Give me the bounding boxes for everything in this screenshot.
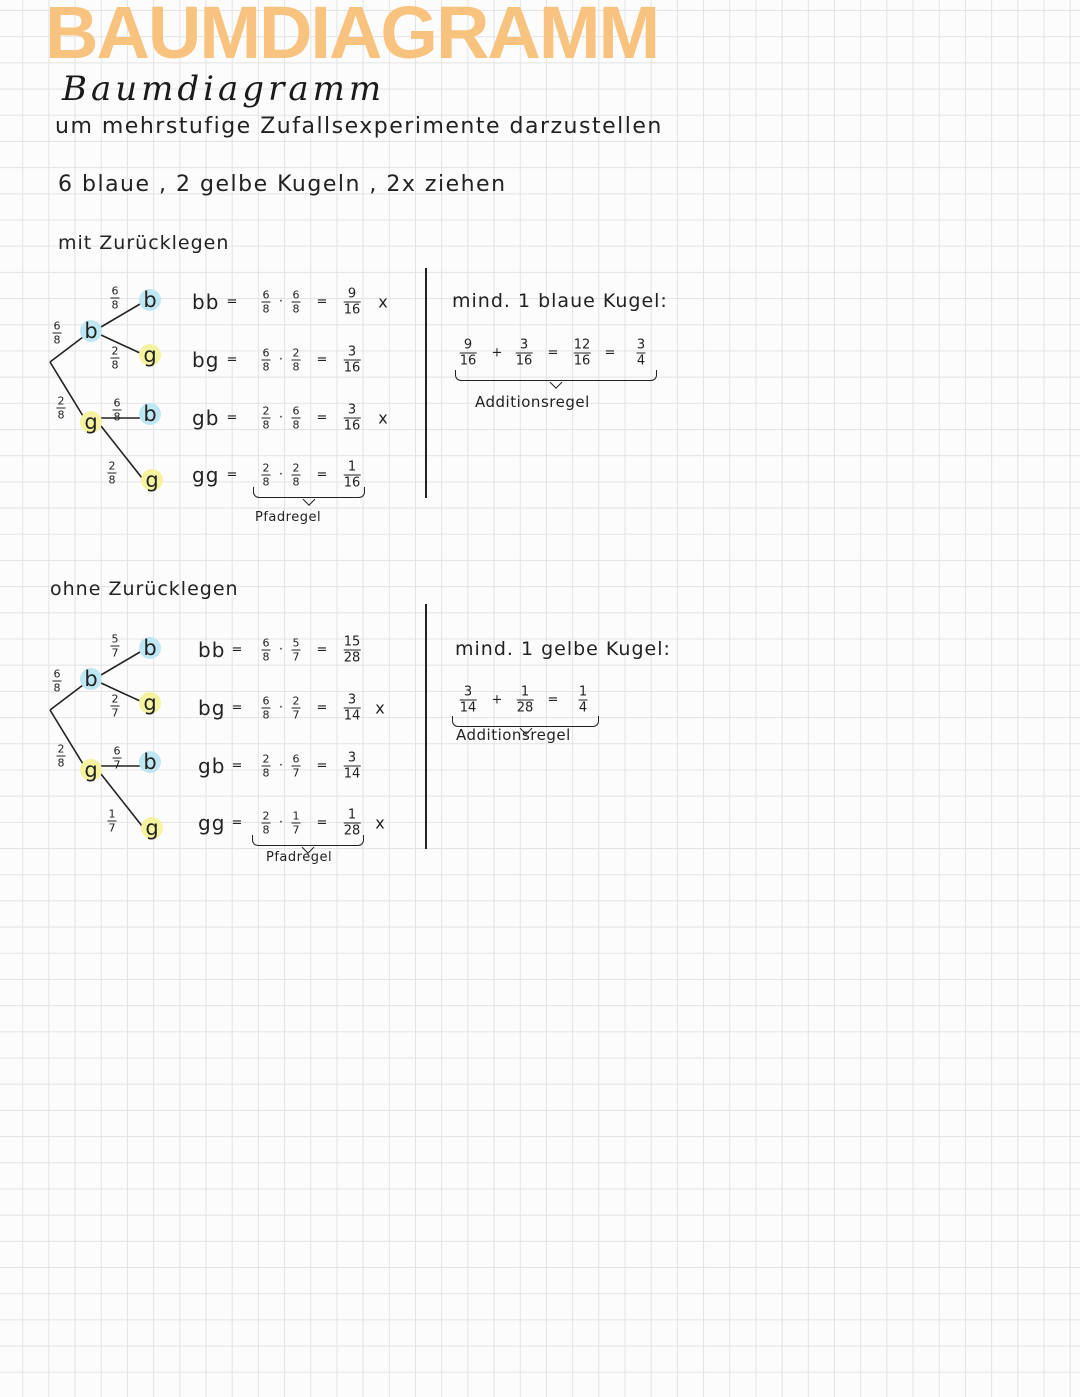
path-rule-label: Pfadregel — [255, 510, 322, 525]
mark-x: x — [378, 292, 388, 312]
fraction — [262, 696, 271, 721]
denominator: 8 — [108, 473, 116, 487]
numerator: 1 — [520, 684, 530, 700]
numerator: 6 — [292, 752, 300, 766]
tree-branch — [50, 710, 83, 764]
equals-sign: = — [316, 815, 328, 831]
fraction — [111, 286, 120, 311]
equals-sign: = — [316, 410, 328, 426]
fraction — [517, 686, 534, 715]
numerator: 6 — [262, 694, 270, 708]
denominator: 7 — [292, 823, 300, 837]
operator: + — [491, 692, 503, 708]
tree-node-b: b — [80, 320, 102, 342]
numerator: 3 — [463, 684, 473, 700]
denominator: 28 — [343, 823, 361, 839]
fraction — [344, 288, 361, 317]
denominator: 7 — [292, 708, 300, 722]
denominator: 7 — [111, 646, 119, 660]
intro-text: um mehrstufige Zufallsexperimente darzustellen — [55, 114, 663, 139]
fraction — [262, 406, 271, 431]
fraction — [344, 809, 361, 838]
fraction — [574, 339, 591, 368]
operator: + — [491, 345, 503, 361]
numerator: 2 — [108, 459, 116, 473]
denominator: 16 — [459, 353, 477, 369]
numerator: 2 — [57, 394, 65, 408]
equals-sign: = — [316, 352, 328, 368]
tree-leaf-b: b — [139, 289, 161, 311]
denominator: 8 — [53, 681, 61, 695]
tree-node-b: b — [80, 668, 102, 690]
equals-sign: = — [316, 758, 328, 774]
numerator: 2 — [111, 344, 119, 358]
numerator: 2 — [262, 752, 270, 766]
path-label: bb — [192, 290, 220, 314]
fraction — [637, 339, 646, 368]
fraction — [344, 694, 361, 723]
numerator: 1 — [108, 807, 116, 821]
numerator: 2 — [292, 461, 300, 475]
fraction — [113, 746, 122, 771]
multiply-dot: · — [278, 410, 284, 426]
equals-sign: = — [226, 410, 238, 426]
fraction — [292, 348, 301, 373]
denominator: 14 — [343, 766, 361, 782]
denominator: 8 — [292, 360, 300, 374]
operator: = — [547, 692, 559, 708]
numerator: 5 — [111, 632, 119, 646]
fraction — [262, 811, 271, 836]
denominator: 8 — [262, 766, 270, 780]
denominator: 16 — [343, 302, 361, 318]
fraction — [460, 339, 477, 368]
fraction — [53, 669, 62, 694]
denominator: 16 — [343, 360, 361, 376]
denominator: 8 — [262, 418, 270, 432]
denominator: 16 — [573, 353, 591, 369]
tree-leaf-g: g — [141, 469, 163, 491]
addition-rule-brace — [455, 370, 657, 381]
denominator: 14 — [459, 700, 477, 716]
denominator: 16 — [515, 353, 533, 369]
fraction — [53, 321, 62, 346]
operator: = — [604, 345, 616, 361]
numerator: 2 — [111, 692, 119, 706]
numerator: 6 — [262, 636, 270, 650]
title-block-letters: BAUMDIAGRAMM — [45, 0, 659, 74]
fraction — [57, 744, 66, 769]
fraction — [111, 346, 120, 371]
tree-leaf-b: b — [139, 403, 161, 425]
equals-sign: = — [316, 700, 328, 716]
fraction — [57, 396, 66, 421]
denominator: 8 — [111, 298, 119, 312]
numerator: 12 — [573, 337, 591, 353]
numerator: 6 — [292, 288, 300, 302]
tree-node-g: g — [80, 759, 102, 781]
fraction — [292, 406, 301, 431]
numerator: 2 — [262, 461, 270, 475]
numerator: 1 — [347, 807, 357, 823]
multiply-dot: · — [278, 294, 284, 310]
tree-node-g: g — [80, 411, 102, 433]
path-rule-label: Pfadregel — [266, 850, 333, 865]
fraction — [579, 686, 588, 715]
fraction — [292, 754, 301, 779]
fraction — [344, 346, 361, 375]
denominator: 8 — [292, 302, 300, 316]
multiply-dot: · — [278, 352, 284, 368]
fraction — [262, 463, 271, 488]
fraction — [108, 809, 117, 834]
path-label: gb — [192, 406, 220, 430]
multiply-dot: · — [278, 815, 284, 831]
numerator: 2 — [262, 404, 270, 418]
denominator: 8 — [262, 823, 270, 837]
tree-leaf-b: b — [139, 751, 161, 773]
tree-branch — [101, 683, 140, 701]
denominator: 7 — [292, 650, 300, 664]
side-heading: mind. 1 blaue Kugel: — [452, 290, 668, 312]
equals-sign: = — [226, 352, 238, 368]
denominator: 7 — [113, 758, 121, 772]
denominator: 8 — [57, 408, 65, 422]
path-label: bg — [192, 348, 220, 372]
numerator: 6 — [292, 404, 300, 418]
section-with-replacement — [40, 232, 740, 540]
mark-x: x — [375, 698, 385, 718]
equals-sign: = — [226, 467, 238, 483]
multiply-dot: · — [278, 467, 284, 483]
fraction — [344, 461, 361, 490]
denominator: 4 — [636, 353, 646, 369]
numerator: 6 — [113, 744, 121, 758]
equals-sign: = — [231, 642, 243, 658]
numerator: 15 — [343, 634, 361, 650]
fraction — [292, 811, 301, 836]
equals-sign: = — [316, 642, 328, 658]
numerator: 5 — [292, 636, 300, 650]
denominator: 8 — [262, 302, 270, 316]
equals-sign: = — [231, 700, 243, 716]
denominator: 28 — [343, 650, 361, 666]
side-heading: mind. 1 gelbe Kugel: — [455, 638, 671, 660]
equals-sign: = — [226, 294, 238, 310]
tree-leaf-g: g — [139, 692, 161, 714]
denominator: 8 — [53, 333, 61, 347]
fraction — [292, 696, 301, 721]
tree-branch — [101, 652, 140, 675]
numerator: 6 — [111, 284, 119, 298]
addition-rule-label: Additionsregel — [475, 393, 590, 411]
numerator: 3 — [347, 402, 357, 418]
denominator: 16 — [343, 475, 361, 491]
fraction — [111, 634, 120, 659]
fraction — [344, 404, 361, 433]
denominator: 8 — [111, 358, 119, 372]
fraction — [262, 290, 271, 315]
tree-branch — [101, 335, 140, 353]
numerator: 1 — [292, 809, 300, 823]
denominator: 8 — [292, 418, 300, 432]
denominator: 8 — [292, 475, 300, 489]
denominator: 8 — [262, 708, 270, 722]
numerator: 9 — [463, 337, 473, 353]
numerator: 3 — [347, 692, 357, 708]
fraction — [460, 686, 477, 715]
path-label: gg — [198, 811, 226, 835]
numerator: 1 — [347, 459, 357, 475]
path-label: gg — [192, 463, 220, 487]
path-rule-brace — [252, 835, 364, 846]
divider-line — [425, 604, 427, 849]
numerator: 6 — [262, 346, 270, 360]
fraction — [108, 461, 117, 486]
denominator: 8 — [262, 650, 270, 664]
denominator: 7 — [111, 706, 119, 720]
fraction — [111, 694, 120, 719]
denominator: 14 — [343, 708, 361, 724]
fraction — [516, 339, 533, 368]
numerator: 3 — [347, 750, 357, 766]
addition-rule-label: Additionsregel — [456, 726, 571, 744]
fraction — [344, 636, 361, 665]
denominator: 28 — [516, 700, 534, 716]
setup-text: 6 blaue , 2 gelbe Kugeln , 2x ziehen — [58, 172, 507, 197]
path-rule-brace — [253, 487, 365, 498]
multiply-dot: · — [278, 700, 284, 716]
denominator: 4 — [578, 700, 588, 716]
path-label: bg — [198, 696, 226, 720]
numerator: 6 — [113, 396, 121, 410]
numerator: 2 — [292, 694, 300, 708]
fraction — [113, 398, 122, 423]
fraction — [292, 290, 301, 315]
equals-sign: = — [316, 467, 328, 483]
tree-branch — [101, 304, 140, 327]
equals-sign: = — [316, 294, 328, 310]
numerator: 6 — [53, 667, 61, 681]
numerator: 1 — [578, 684, 588, 700]
equals-sign: = — [231, 815, 243, 831]
mark-x: x — [378, 408, 388, 428]
divider-line — [425, 268, 427, 498]
denominator: 7 — [292, 766, 300, 780]
denominator: 8 — [57, 756, 65, 770]
denominator: 7 — [108, 821, 116, 835]
denominator: 8 — [262, 475, 270, 489]
tree-leaf-g: g — [139, 344, 161, 366]
fraction — [262, 348, 271, 373]
section-without-replacement — [40, 578, 740, 888]
numerator: 6 — [53, 319, 61, 333]
path-label: bb — [198, 638, 226, 662]
tree-branch — [50, 362, 83, 416]
fraction — [344, 752, 361, 781]
denominator: 16 — [343, 418, 361, 434]
multiply-dot: · — [278, 758, 284, 774]
numerator: 6 — [262, 288, 270, 302]
equals-sign: = — [231, 758, 243, 774]
section-heading: ohne Zurücklegen — [50, 578, 239, 600]
mark-x: x — [375, 813, 385, 833]
numerator: 3 — [519, 337, 529, 353]
multiply-dot: · — [278, 642, 284, 658]
numerator: 2 — [57, 742, 65, 756]
numerator: 3 — [347, 344, 357, 360]
denominator: 8 — [113, 410, 121, 424]
numerator: 2 — [292, 346, 300, 360]
operator: = — [547, 345, 559, 361]
numerator: 2 — [262, 809, 270, 823]
numerator: 3 — [636, 337, 646, 353]
fraction — [262, 638, 271, 663]
section-heading: mit Zurücklegen — [58, 232, 230, 254]
fraction — [262, 754, 271, 779]
tree-leaf-g: g — [141, 817, 163, 839]
fraction — [292, 463, 301, 488]
tree-leaf-b: b — [139, 637, 161, 659]
numerator: 9 — [347, 286, 357, 302]
path-label: gb — [198, 754, 226, 778]
page-title: Baumdiagramm — [62, 69, 386, 109]
denominator: 8 — [262, 360, 270, 374]
fraction — [292, 638, 301, 663]
